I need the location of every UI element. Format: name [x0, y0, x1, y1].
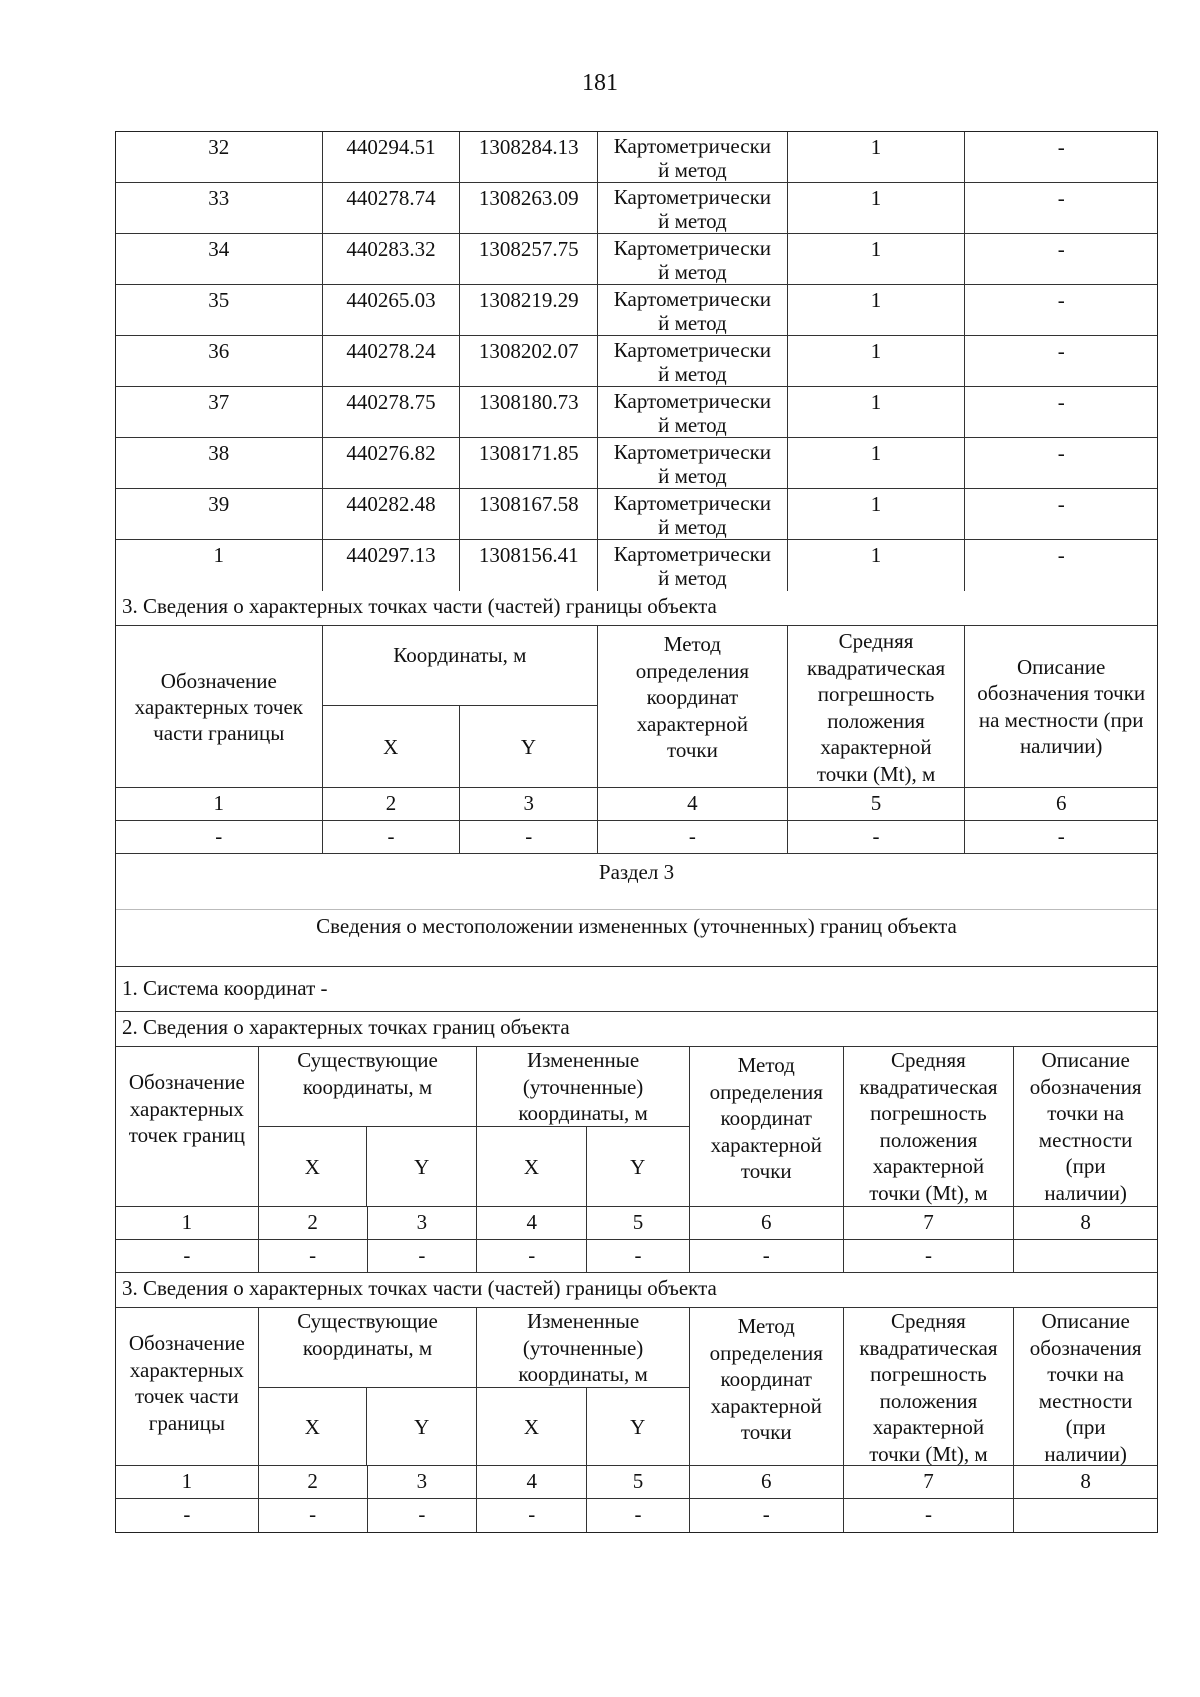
- table-cell: 7: [844, 1466, 1015, 1498]
- boundary-points-title: 2. Сведения о характерных точках границ объекта: [122, 1015, 570, 1039]
- header-line: наличии): [1044, 1180, 1127, 1205]
- part-table-data-row: [116, 821, 1157, 854]
- header-line: координат: [720, 1106, 812, 1130]
- header-line: Метод: [663, 632, 721, 656]
- point-id: 33: [116, 183, 323, 233]
- coordinates-document: [115, 131, 1158, 1533]
- boundary-points-heading-row: [116, 1012, 1157, 1047]
- point-method: [598, 336, 788, 386]
- header-line: квадратическая: [859, 1074, 998, 1099]
- table-cell: 8: [1080, 1469, 1091, 1493]
- point-mt: 1: [788, 387, 966, 437]
- table-cell: -: [259, 1240, 368, 1272]
- changed-y-header: Y: [630, 1414, 646, 1439]
- table-cell: -: [460, 821, 598, 853]
- point-method: [598, 183, 788, 233]
- header-line: точки на: [1047, 1362, 1124, 1386]
- point-mt: 1: [788, 234, 966, 284]
- col-method: [690, 1308, 844, 1465]
- point-method: [598, 234, 788, 284]
- point-description: -: [1057, 135, 1065, 159]
- header-line: характерной: [710, 1132, 822, 1157]
- table-cell: -: [587, 1240, 690, 1272]
- table-cell: -: [259, 1499, 368, 1532]
- table-cell: -: [323, 821, 461, 853]
- header-line: точек границ: [128, 1123, 246, 1147]
- header-line: Существующие: [297, 1309, 438, 1333]
- header-line: Метод: [737, 1053, 795, 1077]
- table-cell: 3: [368, 1207, 478, 1239]
- changed-x-header: X: [477, 1388, 586, 1465]
- point-method: [598, 540, 788, 591]
- header-line: обозначения: [1029, 1074, 1142, 1099]
- header-line: положения: [879, 1388, 978, 1413]
- header-line: погрешность: [870, 1362, 987, 1386]
- coord-system-row: [116, 967, 1157, 1012]
- table-cell: 5: [587, 1466, 690, 1498]
- header-line: координаты, м: [302, 1074, 433, 1099]
- point-method-line: Картометрически: [613, 287, 772, 311]
- point-x: 440283.32: [323, 234, 461, 284]
- table-cell: 7: [844, 1207, 1015, 1239]
- point-id: 38: [116, 438, 323, 488]
- table-cell: 4: [598, 788, 788, 820]
- coord-system: 1. Система координат -: [122, 976, 328, 1000]
- part-col-method: [598, 626, 788, 787]
- point-id: 39: [116, 489, 323, 539]
- point-y: 1308284.13: [460, 132, 598, 182]
- part-coords-label: Координаты, м: [323, 626, 597, 706]
- point-x: 440282.48: [323, 489, 461, 539]
- point-y: 1308156.41: [460, 540, 598, 591]
- changed-coords-label: [477, 1308, 689, 1388]
- header-line: координаты, м: [302, 1335, 433, 1360]
- point-method: [598, 387, 788, 437]
- header-line: координат: [720, 1367, 812, 1391]
- point-row: [116, 336, 1157, 387]
- header-line: погрешность: [817, 682, 935, 706]
- header-line: точки: [740, 1159, 792, 1183]
- point-method-line: й метод: [658, 515, 727, 539]
- header-line: Существующие: [297, 1048, 438, 1072]
- header-line: Обозначение: [160, 668, 277, 693]
- header-line: характерных: [129, 1357, 244, 1382]
- table-cell: -: [368, 1499, 478, 1532]
- changed-coords-subheaders: [477, 1388, 689, 1465]
- table-cell: 5: [587, 1207, 690, 1239]
- section3-subtitle: Сведения о местоположении измененных (уточненных) границ объекта: [316, 914, 957, 938]
- point-method-line: й метод: [658, 566, 727, 590]
- header-line: Средняя: [838, 629, 914, 653]
- table-cell: -: [368, 1240, 478, 1272]
- table-cell: -: [587, 1499, 690, 1532]
- header-line: местности: [1038, 1127, 1133, 1152]
- part-boundary-table-data-row: [116, 1499, 1157, 1532]
- point-method-line: Картометрически: [613, 338, 772, 362]
- boundary-table-header: [116, 1047, 1157, 1207]
- changed-x-header: X: [477, 1127, 586, 1206]
- header-line: точки (Mt), м: [816, 761, 936, 786]
- part-points-title: 3. Сведения о характерных точках части (частей) границы объекта: [122, 594, 717, 618]
- header-line: Описание: [1041, 1309, 1130, 1333]
- point-id: 36: [116, 336, 323, 386]
- header-line: границы: [148, 1410, 225, 1435]
- points-table: [116, 132, 1157, 591]
- table-cell: 6: [1055, 791, 1067, 815]
- point-id: 1: [116, 540, 323, 591]
- part-col-designation: [116, 626, 323, 787]
- point-y: 1308219.29: [460, 285, 598, 335]
- table-cell: -: [116, 821, 323, 853]
- part-points-heading-row-2: [116, 1273, 1157, 1308]
- table-cell: 1: [116, 788, 323, 820]
- point-method-line: Картометрически: [613, 440, 772, 464]
- header-line: обозначения точки: [977, 681, 1146, 705]
- point-method-line: Картометрически: [613, 236, 772, 260]
- header-line: Метод: [737, 1314, 795, 1338]
- col-method: [690, 1047, 844, 1206]
- point-mt: 1: [788, 336, 966, 386]
- point-method: [598, 132, 788, 182]
- table-cell: 6: [690, 1466, 844, 1498]
- point-y: 1308263.09: [460, 183, 598, 233]
- part-boundary-table-numbering-row: [116, 1466, 1157, 1499]
- changed-y-header: Y: [630, 1154, 646, 1179]
- section3-title: Раздел 3: [598, 860, 675, 884]
- table-cell: 2: [323, 788, 461, 820]
- header-line: характерной: [872, 1415, 985, 1439]
- section3-title-row: [116, 854, 1157, 910]
- header-line: (уточненные): [522, 1335, 644, 1360]
- header-line: Обозначение: [128, 1070, 245, 1094]
- point-row: [116, 183, 1157, 234]
- existing-y-header: Y: [414, 1414, 430, 1439]
- point-mt: 1: [788, 132, 966, 182]
- point-y: 1308167.58: [460, 489, 598, 539]
- header-line: (уточненные): [522, 1074, 644, 1099]
- point-description: -: [1057, 237, 1065, 261]
- point-mt: 1: [788, 489, 966, 539]
- header-line: координаты, м: [518, 1362, 648, 1386]
- point-method: [598, 285, 788, 335]
- point-x: 440265.03: [323, 285, 461, 335]
- part-x-header: X: [323, 706, 460, 787]
- header-line: точки (Mt), м: [869, 1441, 988, 1465]
- table-cell: -: [116, 1240, 259, 1272]
- header-line: характерных точек: [134, 694, 303, 719]
- existing-x-header: X: [259, 1127, 367, 1206]
- point-method-line: й метод: [658, 260, 727, 284]
- header-line: Описание: [1041, 1048, 1130, 1072]
- table-cell: -: [1057, 824, 1065, 848]
- table-cell: 2: [259, 1207, 368, 1239]
- point-description: -: [1057, 288, 1065, 312]
- header-line: характерной: [820, 735, 932, 759]
- header-line: (при: [1065, 1415, 1106, 1439]
- point-row: [116, 438, 1157, 489]
- existing-x-header: X: [259, 1388, 367, 1465]
- point-method-line: й метод: [658, 413, 727, 437]
- table-cell: -: [844, 1240, 1015, 1272]
- col-designation: [116, 1047, 259, 1206]
- point-x: 440294.51: [323, 132, 461, 182]
- table-cell: 4: [477, 1207, 587, 1239]
- header-line: характерных: [129, 1096, 244, 1121]
- table-cell: 5: [788, 788, 966, 820]
- existing-coords-subheaders: [259, 1127, 477, 1206]
- table-cell: 6: [690, 1207, 844, 1239]
- table-cell: -: [477, 1240, 587, 1272]
- point-row: [116, 387, 1157, 438]
- part-points-heading-row: [116, 591, 1157, 626]
- point-row: [116, 540, 1157, 591]
- point-description: -: [1057, 186, 1065, 210]
- point-description: -: [1057, 492, 1065, 516]
- point-id: 35: [116, 285, 323, 335]
- point-x: 440278.24: [323, 336, 461, 386]
- header-line: точек части: [134, 1384, 239, 1408]
- header-line: Описание: [1017, 654, 1106, 679]
- header-line: точки: [666, 738, 718, 762]
- point-method-line: Картометрически: [613, 491, 772, 515]
- header-line: (при: [1065, 1154, 1106, 1178]
- point-method-line: й метод: [658, 311, 727, 335]
- point-row: [116, 285, 1157, 336]
- header-line: характерной: [872, 1154, 985, 1178]
- header-line: наличии): [1019, 734, 1103, 758]
- point-id: 32: [116, 132, 323, 182]
- point-method-line: й метод: [658, 158, 727, 182]
- point-mt: 1: [788, 438, 966, 488]
- header-line: наличии): [1044, 1441, 1127, 1465]
- part-y-header: Y: [520, 734, 537, 759]
- boundary-table-data-row: [116, 1240, 1157, 1273]
- point-method: [598, 438, 788, 488]
- table-cell: -: [844, 1499, 1015, 1532]
- header-line: Измененные: [526, 1048, 640, 1072]
- point-method-line: й метод: [658, 464, 727, 488]
- part-boundary-table-header: [116, 1308, 1157, 1466]
- point-description: -: [1057, 390, 1065, 414]
- table-cell: 4: [477, 1466, 587, 1498]
- point-description: -: [1057, 339, 1065, 363]
- page-number: 181: [582, 70, 618, 96]
- table-cell: 3: [460, 788, 598, 820]
- changed-coords: [477, 1047, 690, 1206]
- point-x: 440278.75: [323, 387, 461, 437]
- existing-coords-label: [259, 1308, 477, 1388]
- table-cell: 1: [116, 1466, 259, 1498]
- table-cell: -: [690, 1240, 844, 1272]
- part-col-coords: [323, 626, 598, 787]
- part-col-error: [788, 626, 966, 787]
- col-designation: [116, 1308, 259, 1465]
- header-line: характерной: [636, 711, 749, 736]
- table-cell: 1: [116, 1207, 259, 1239]
- table-cell: 8: [1080, 1210, 1091, 1234]
- existing-coords: [259, 1308, 478, 1465]
- point-method: [598, 489, 788, 539]
- part-points-title-2: 3. Сведения о характерных точках части (частей) границы объекта: [122, 1276, 717, 1300]
- point-x: 440278.74: [323, 183, 461, 233]
- section3-subtitle-row: [116, 910, 1157, 967]
- header-line: на местности (при: [978, 707, 1144, 732]
- header-line: положения: [827, 708, 925, 733]
- table-cell: -: [598, 821, 788, 853]
- point-method-line: Картометрически: [613, 542, 772, 566]
- header-line: квадратическая: [859, 1335, 998, 1360]
- point-x: 440297.13: [323, 540, 461, 591]
- header-line: Измененные: [526, 1309, 640, 1333]
- header-line: Средняя: [891, 1048, 966, 1072]
- header-line: определения: [709, 1340, 823, 1365]
- point-id: 34: [116, 234, 323, 284]
- existing-coords-label: [259, 1047, 477, 1127]
- point-y: 1308257.75: [460, 234, 598, 284]
- point-description: -: [1057, 543, 1065, 567]
- existing-coords-subheaders: [259, 1388, 477, 1465]
- table-cell: -: [116, 1499, 259, 1532]
- part-table-header: [116, 626, 1157, 788]
- changed-coords-subheaders: [477, 1127, 689, 1206]
- point-y: 1308202.07: [460, 336, 598, 386]
- changed-coords-label: [477, 1047, 689, 1127]
- header-line: точки (Mt), м: [869, 1180, 988, 1205]
- col-error: [844, 1308, 1015, 1465]
- point-method-line: Картометрически: [613, 389, 772, 413]
- boundary-table-numbering-row: [116, 1207, 1157, 1240]
- point-row: [116, 234, 1157, 285]
- point-method-line: Картометрически: [613, 185, 772, 209]
- col-description: [1014, 1047, 1157, 1206]
- changed-coords: [477, 1308, 690, 1465]
- header-line: обозначения: [1029, 1335, 1142, 1360]
- header-line: координаты, м: [518, 1101, 648, 1125]
- point-method-line: й метод: [658, 362, 727, 386]
- point-y: 1308180.73: [460, 387, 598, 437]
- header-line: характерной: [710, 1393, 822, 1418]
- point-y: 1308171.85: [460, 438, 598, 488]
- table-cell: [1014, 1499, 1157, 1532]
- point-row: [116, 132, 1157, 183]
- header-line: погрешность: [870, 1101, 987, 1125]
- header-line: точки: [740, 1420, 792, 1444]
- header-line: точки на: [1047, 1101, 1124, 1125]
- header-line: определения: [709, 1079, 823, 1104]
- point-description: -: [1057, 441, 1065, 465]
- table-cell: [1014, 1240, 1157, 1272]
- table-cell: 3: [368, 1466, 478, 1498]
- point-id: 37: [116, 387, 323, 437]
- point-x: 440276.82: [323, 438, 461, 488]
- point-method-line: й метод: [658, 209, 727, 233]
- header-line: квадратическая: [806, 655, 946, 680]
- header-line: части границы: [153, 720, 285, 745]
- part-col-description: [965, 626, 1157, 787]
- header-line: Обозначение: [128, 1331, 245, 1355]
- table-cell: -: [788, 821, 966, 853]
- table-cell: 2: [259, 1466, 368, 1498]
- point-method-line: Картометрически: [613, 134, 772, 158]
- existing-y-header: Y: [414, 1154, 430, 1179]
- header-line: Средняя: [891, 1309, 966, 1333]
- col-error: [844, 1047, 1015, 1206]
- table-cell: -: [690, 1499, 844, 1532]
- existing-coords: [259, 1047, 478, 1206]
- point-mt: 1: [788, 540, 966, 591]
- header-line: местности: [1038, 1388, 1133, 1413]
- header-line: положения: [879, 1127, 978, 1152]
- part-table-numbering-row: [116, 788, 1157, 821]
- header-line: координат: [646, 685, 739, 709]
- col-description: [1014, 1308, 1157, 1465]
- point-mt: 1: [788, 183, 966, 233]
- table-cell: -: [477, 1499, 587, 1532]
- header-line: определения: [635, 658, 750, 683]
- point-row: [116, 489, 1157, 540]
- point-mt: 1: [788, 285, 966, 335]
